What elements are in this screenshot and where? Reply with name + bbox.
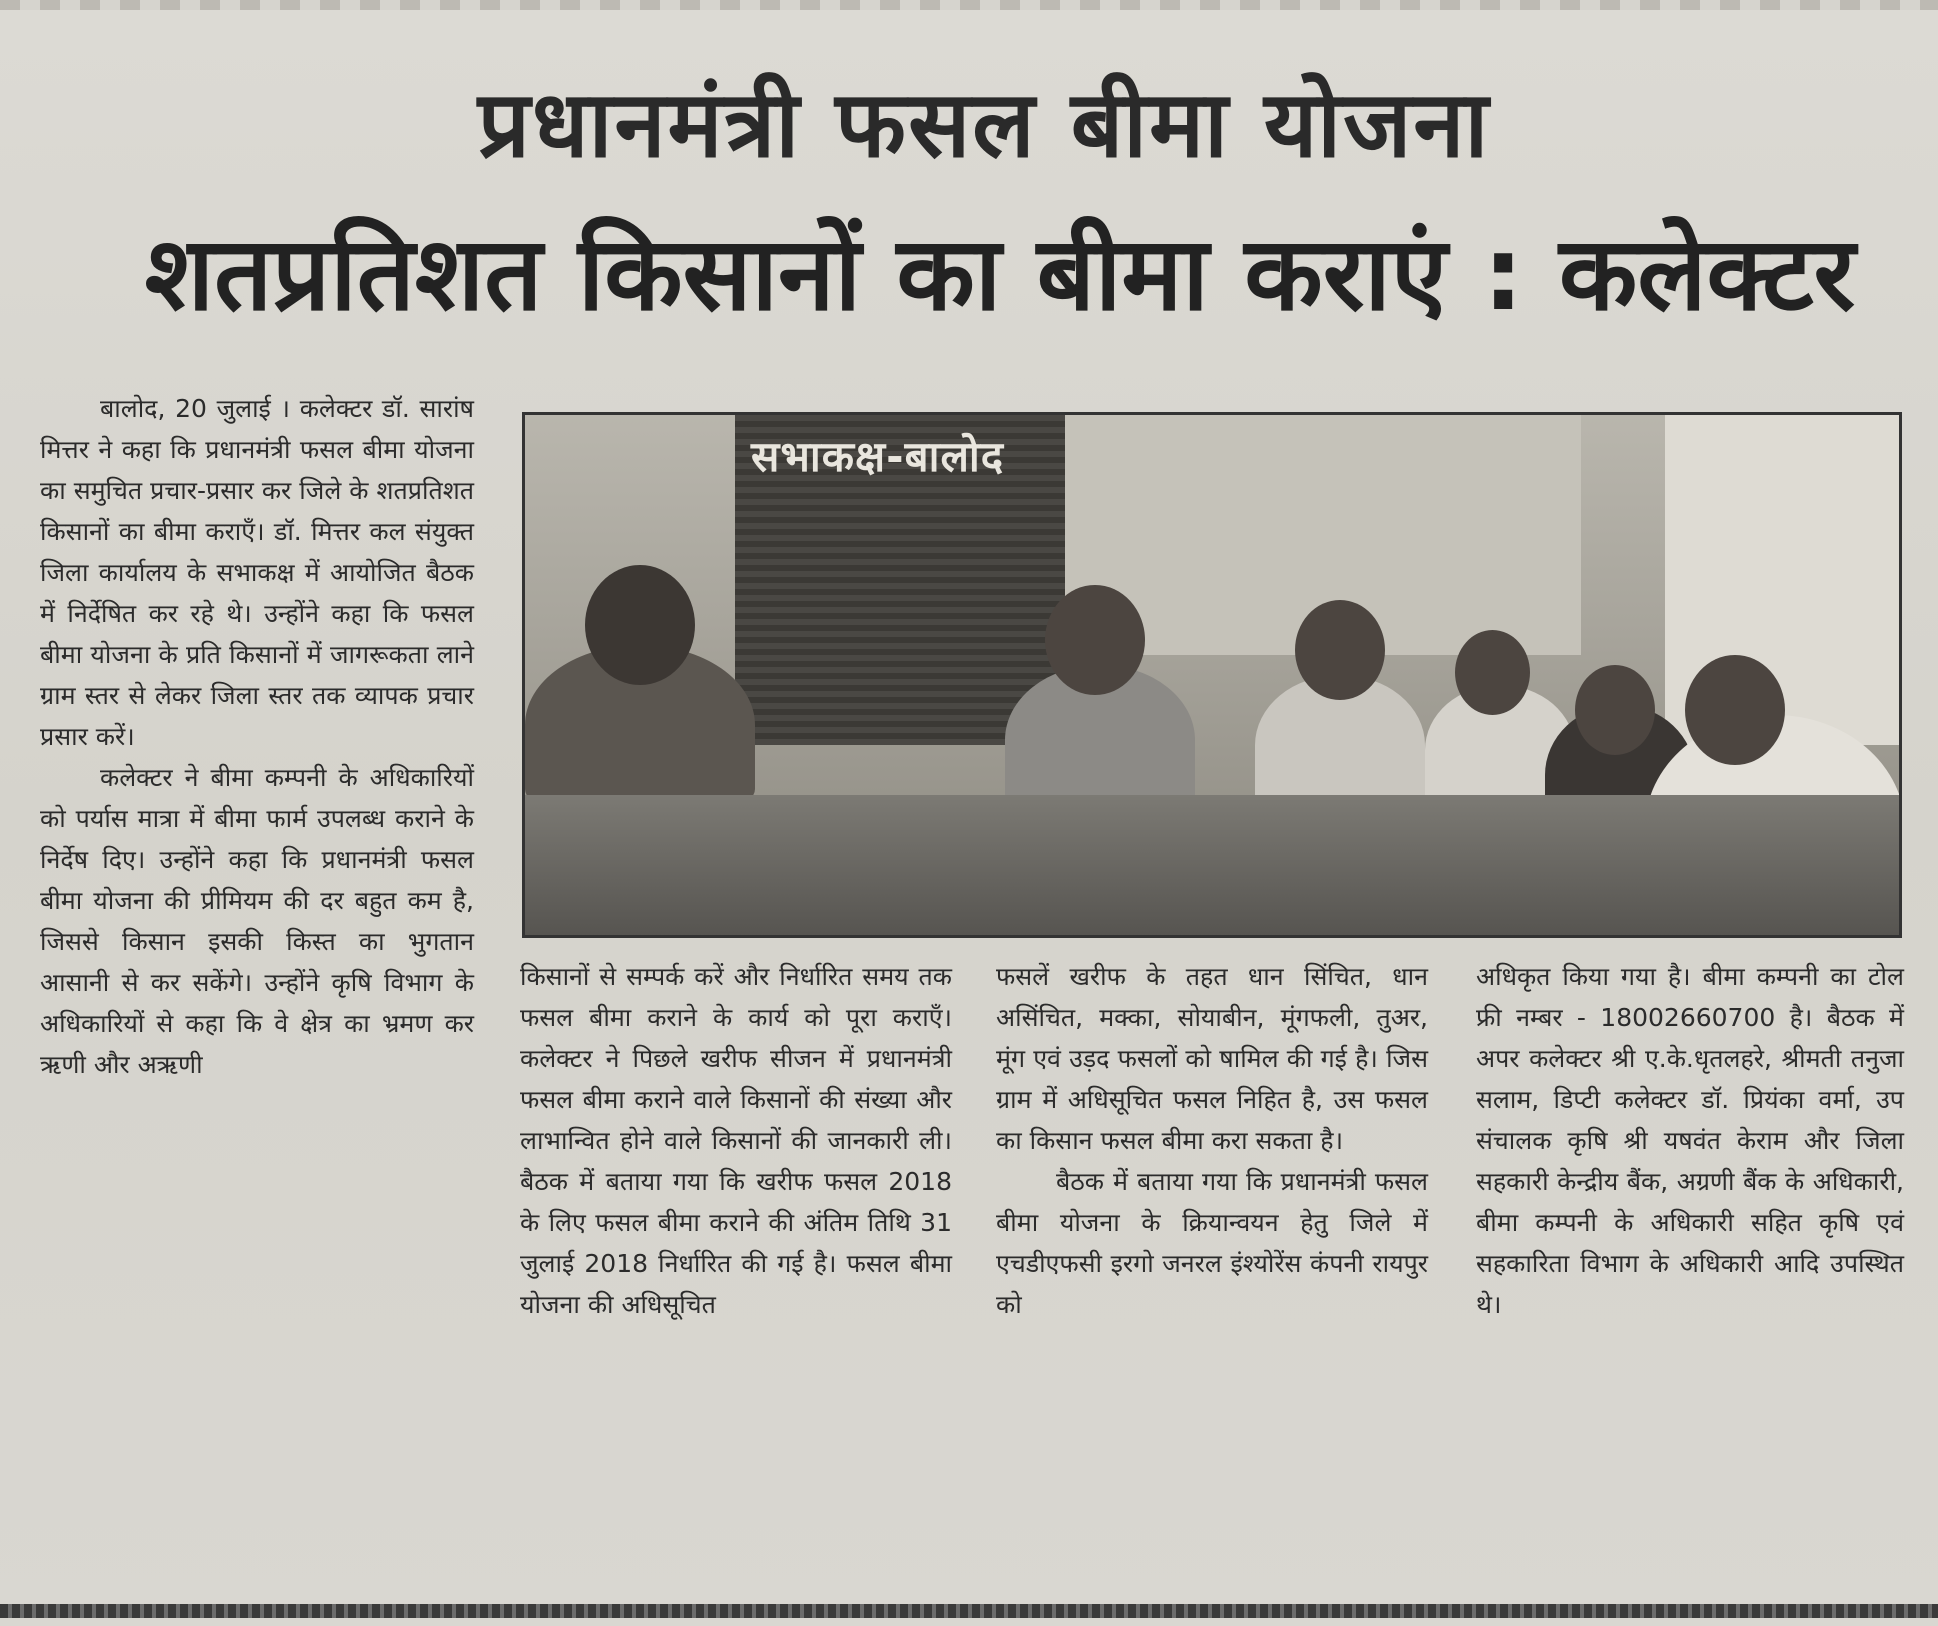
article-column-3: [996, 956, 1428, 1325]
article-column-4: [1476, 956, 1904, 1325]
headline-main: शतप्रतिशत किसानों का बीमा कराएं : कलेक्टर: [144, 215, 1856, 334]
paragraph: अधिकृत किया गया है। बीमा कम्पनी का टोल फ्री नम्बर - 18002660700 है। बैठक में अपर कलेक्टर श्री ए.के.धृतलहरे, श्रीमती तनुजा सलाम, डिप्टी कलेक्टर डॉ. प्रियंका वर्मा, उप संचालक कृषि श्री यषवंत केराम और जिला सहकारी केन्द्रीय बैंक, अग्रणी बैंक के अधिकारी, बीमा कम्पनी के अधिकारी सहित कृषि एवं सहकारिता विभाग के अधिकारी आदि उपस्थित थे।: [1476, 962, 1904, 1319]
photo-person-head: [1045, 585, 1145, 695]
photo-person-head: [585, 565, 695, 685]
top-border: [0, 0, 1938, 10]
headline-kicker: प्रधानमंत्री फसल बीमा योजना: [477, 71, 1491, 178]
bottom-border: [0, 1604, 1938, 1618]
article-column-2: [520, 956, 952, 1325]
photo-table: [525, 795, 1902, 938]
photo-person-head: [1575, 665, 1655, 755]
paragraph: बालोद, 20 जुलाई । कलेक्टर डॉ. सारांष मित्तर ने कहा कि प्रधानमंत्री फसल बीमा योजना का समुचित प्रचार-प्रसार कर जिले के शतप्रतिशत किसानों का बीमा कराएँ। डॉ. मित्तर कल संयुक्त जिला कार्यालय के सभाकक्ष में आयोजित बैठक में निर्देषित कर रहे थे। उन्होंने कहा कि फसल बीमा योजना के प्रति किसानों में जागरूकता लाने ग्राम स्तर से लेकर जिला स्तर तक व्यापक प्रचार प्रसार करें।: [40, 394, 474, 751]
paragraph: कलेक्टर ने बीमा कम्पनी के अधिकारियों को पर्यास मात्रा में बीमा फार्म उपलब्ध कराने के निर्देष दिए। उन्होंने कहा कि प्रधानमंत्री फसल बीमा योजना की प्रीमियम की दर बहुत कम है, जिससे किसान इसकी किस्त का भुगतान आसानी से कर सकेंगे। उन्होंने कृषि विभाग के अधिकारियों से कहा कि वे क्षेत्र का भ्रमण कर ऋणी और अऋणी: [40, 763, 474, 1079]
paragraph: फसलें खरीफ के तहत धान सिंचित, धान असिंचित, मक्का, सोयाबीन, मूंगफली, तुअर, मूंग एवं उड़द फसलों को षामिल की गई है। जिस ग्राम में अधिसूचित फसल निहित है, उस फसल का किसान फसल बीमा करा सकता है।: [996, 962, 1428, 1155]
photo-person-head: [1455, 630, 1530, 715]
photo-person-head: [1295, 600, 1385, 700]
meeting-photo: [522, 412, 1902, 938]
paragraph: बैठक में बताया गया कि प्रधानमंत्री फसल बीमा योजना के क्रियान्वयन हेतु जिले में एचडीएफसी इरगो जनरल इंश्योरेंस कंपनी रायपुर को: [996, 1167, 1428, 1319]
article-column-1: [40, 388, 474, 1085]
photo-board-text: सभाकक्ष-बालोद: [751, 432, 1005, 481]
paragraph: किसानों से सम्पर्क करें और निर्धारित समय तक फसल बीमा कराने के कार्य को पूरा कराएँ। कलेक्टर ने पिछले खरीफ सीजन में प्रधानमंत्री फसल बीमा कराने वाले किसानों की संख्या और लाभान्वित होने वाले किसानों की जानकारी ली। बैठक में बताया गया कि खरीफ फसल 2018 के लिए फसल बीमा कराने की अंतिम तिथि 31 जुलाई 2018 निर्धारित की गई है। फसल बीमा योजना की अधिसूचित: [520, 962, 952, 1319]
photo-person-head: [1685, 655, 1785, 765]
